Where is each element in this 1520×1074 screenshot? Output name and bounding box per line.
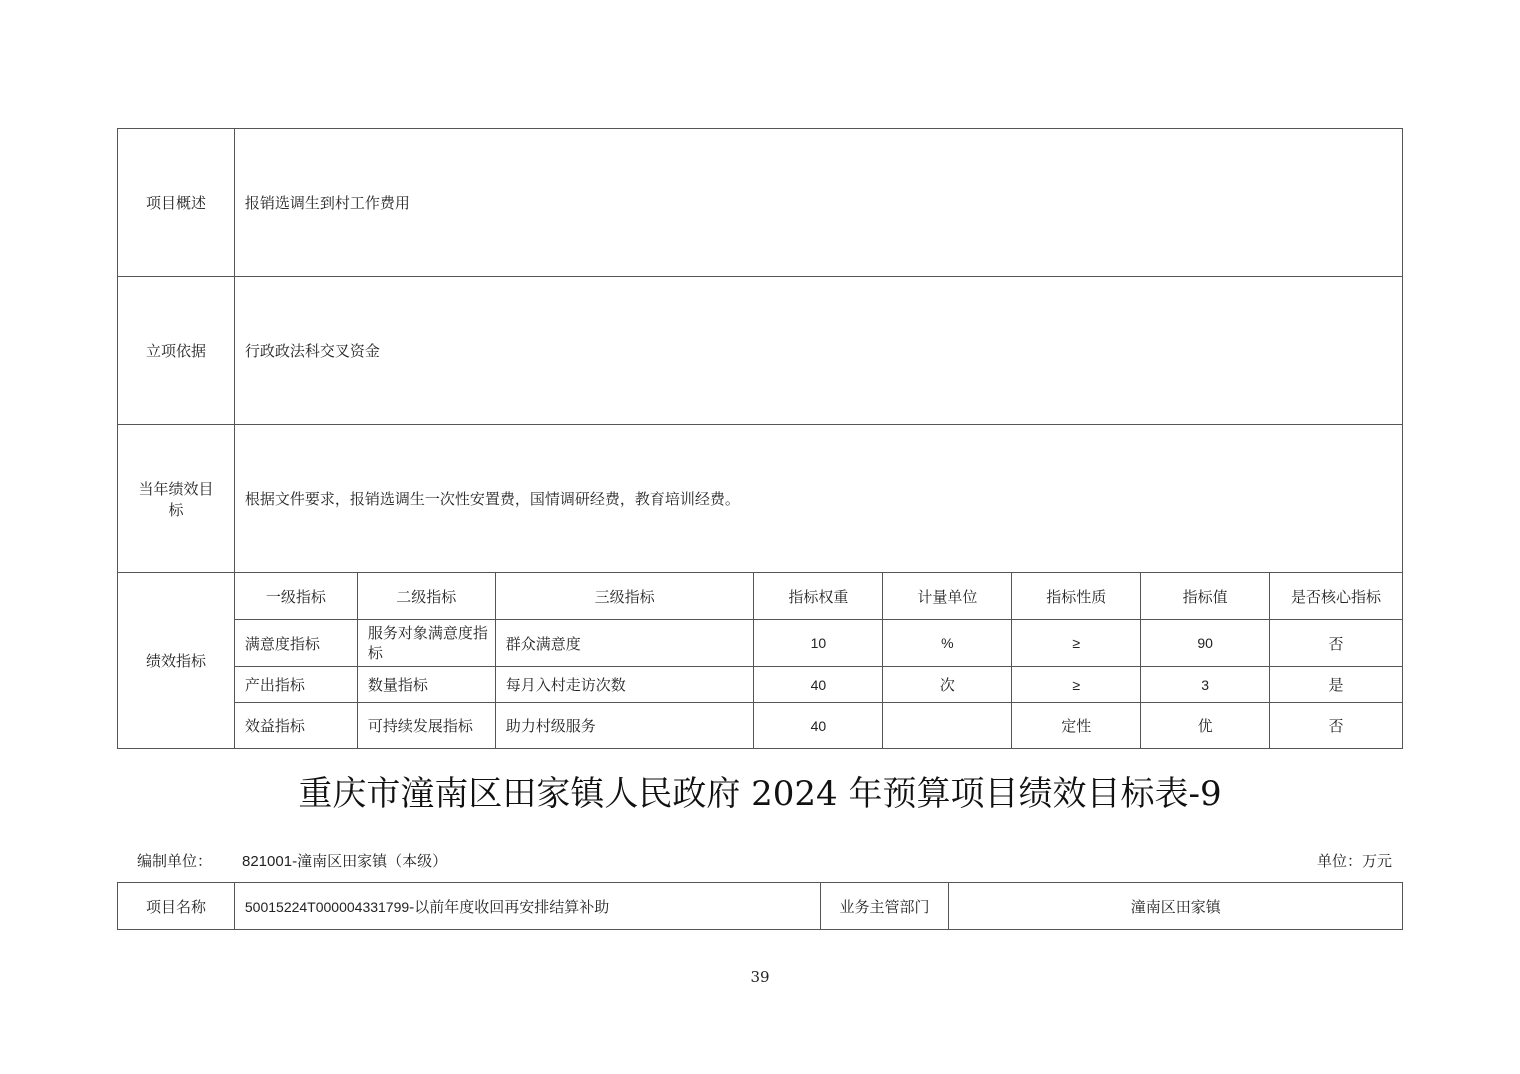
table-row xyxy=(118,620,1403,667)
compiling-unit-value xyxy=(242,850,447,871)
project-name-table xyxy=(117,882,1403,930)
row-weight: 40 xyxy=(754,703,883,749)
header-level1: 一级指标 xyxy=(234,573,357,620)
row-level2: 数量指标 xyxy=(357,667,495,703)
row-unit: 次 xyxy=(883,667,1012,703)
header-level2: 二级指标 xyxy=(357,573,495,620)
row-weight: 10 xyxy=(754,620,883,667)
row-level3: 群众满意度 xyxy=(495,620,754,667)
project-name-value xyxy=(234,883,820,930)
annual-goal-label xyxy=(118,425,235,573)
overview-row xyxy=(118,129,1403,277)
overview-label: 项目概述 xyxy=(118,129,235,277)
annual-goal-row xyxy=(118,425,1403,573)
header-level3: 三级指标 xyxy=(495,573,754,620)
header-unit: 计量单位 xyxy=(883,573,1012,620)
compiling-unit-code: 821001 xyxy=(242,853,293,870)
project-name-row xyxy=(118,883,1403,930)
header-weight: 指标权重 xyxy=(754,573,883,620)
basis-value: 行政政法科交叉资金 xyxy=(234,277,1402,425)
row-value: 3 xyxy=(1141,667,1270,703)
row-nature: ≥ xyxy=(1012,620,1141,667)
row-level1: 满意度指标 xyxy=(234,620,357,667)
table-row xyxy=(118,667,1403,703)
project-code: 50015224T000004331799 xyxy=(244,898,410,915)
row-core: 是 xyxy=(1270,667,1403,703)
compiling-unit-label: 编制单位： xyxy=(137,852,213,870)
row-value: 90 xyxy=(1141,620,1270,667)
row-level3: 助力村级服务 xyxy=(495,703,754,749)
row-core: 否 xyxy=(1270,703,1403,749)
basis-row xyxy=(118,277,1403,425)
row-level2: 可持续发展指标 xyxy=(357,703,495,749)
row-unit xyxy=(883,703,1012,749)
header-nature: 指标性质 xyxy=(1012,573,1141,620)
row-weight: 40 xyxy=(754,667,883,703)
project-name-label: 项目名称 xyxy=(118,883,235,930)
row-core: 否 xyxy=(1270,620,1403,667)
header-core: 是否核心指标 xyxy=(1270,573,1403,620)
row-nature: ≥ xyxy=(1012,667,1141,703)
annual-goal-value: 根据文件要求，报销选调生一次性安置费，国情调研经费，教育培训经费。 xyxy=(234,425,1402,573)
annual-goal-label-line2: 标 xyxy=(168,500,184,519)
row-level1: 产出指标 xyxy=(234,667,357,703)
row-unit: % xyxy=(883,620,1012,667)
row-level2: 服务对象满意度指标 xyxy=(357,620,495,667)
currency-unit: 单位：万元 xyxy=(1316,852,1392,870)
table-row xyxy=(118,703,1403,749)
overview-value: 报销选调生到村工作费用 xyxy=(234,129,1402,277)
document-title: 重庆市潼南区田家镇人民政府 2024 年预算项目绩效目标表-9 xyxy=(298,774,1222,814)
compiling-unit-name: -潼南区田家镇（本级） xyxy=(292,852,448,870)
row-level1: 效益指标 xyxy=(234,703,357,749)
indicator-header-row xyxy=(118,573,1403,620)
dept-value: 潼南区田家镇 xyxy=(949,883,1403,930)
performance-target-table xyxy=(117,128,1403,749)
header-value: 指标值 xyxy=(1141,573,1270,620)
row-value: 优 xyxy=(1141,703,1270,749)
basis-label: 立项依据 xyxy=(118,277,235,425)
dept-label: 业务主管部门 xyxy=(820,883,949,930)
project-title: -以前年度收回再安排结算补助 xyxy=(409,897,610,916)
row-nature: 定性 xyxy=(1012,703,1141,749)
performance-label: 绩效指标 xyxy=(118,573,235,749)
annual-goal-label-line1: 当年绩效目 xyxy=(138,479,214,498)
row-level3: 每月入村走访次数 xyxy=(495,667,754,703)
page-number: 39 xyxy=(750,968,770,986)
